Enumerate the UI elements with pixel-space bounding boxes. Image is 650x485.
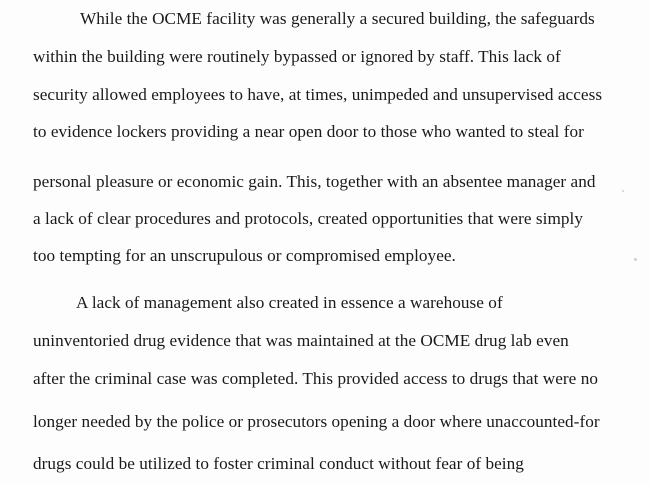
paragraph-2-line-1: A lack of management also created in essence a warehouse of (76, 293, 503, 312)
paragraph-2-line-3: after the criminal case was completed. This provided access to drugs that were no (33, 369, 598, 388)
paragraph-2-line-4: longer needed by the police or prosecutors opening a door where unaccounted-for (33, 412, 600, 431)
paragraph-1-line-3: security allowed employees to have, at times, unimpeded and unsupervised access (33, 85, 603, 104)
paragraph-1-line-6: a lack of clear procedures and protocols, created opportunities that were simply (33, 209, 583, 228)
paragraph-1-line-7: too tempting for an unscrupulous or compromised employee. (33, 246, 456, 265)
scan-speck (622, 190, 624, 192)
scan-speck (634, 258, 637, 261)
paragraph-1-line-1: While the OCME facility was generally a secured building, the safeguards (80, 9, 595, 28)
paragraph-1-line-4: to evidence lockers providing a near open door to those who wanted to steal for (33, 122, 584, 141)
paragraph-1-line-5: personal pleasure or economic gain. This, together with an absentee manager and (33, 172, 596, 191)
paragraph-1-line-2: within the building were routinely bypassed or ignored by staff. This lack of (33, 47, 561, 66)
paragraph-2-line-5: drugs could be utilized to foster criminal conduct without fear of being (33, 454, 524, 473)
paragraph-2-line-2: uninventoried drug evidence that was maintained at the OCME drug lab even (33, 331, 569, 350)
